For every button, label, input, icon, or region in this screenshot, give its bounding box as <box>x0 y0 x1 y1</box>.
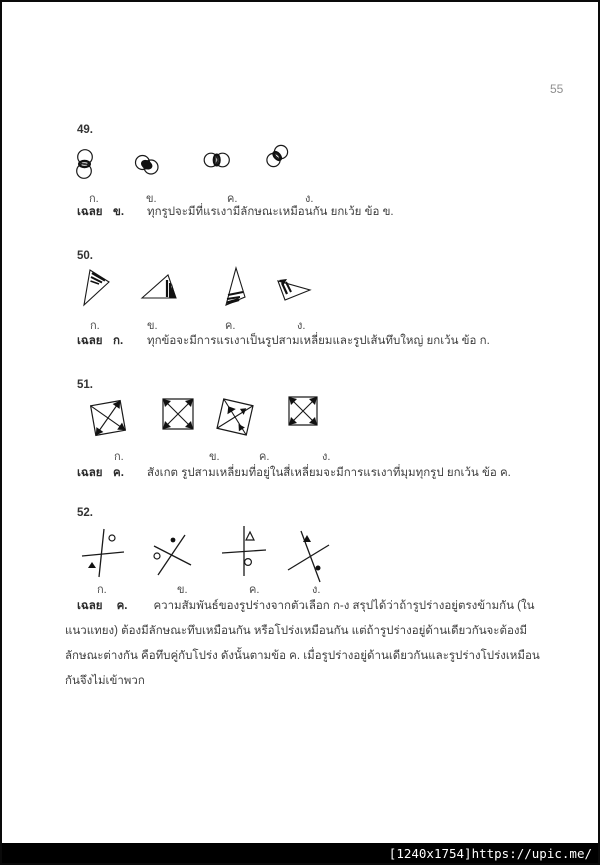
question-50-figure-d <box>274 273 312 301</box>
question-49-option-label-a: ก. <box>89 193 99 205</box>
answer-explanation: ทุกข้อจะมีการแรเงาเป็นรูปสามเหลี่ยมและรูปเส้นทึบใหญ่ ยกเว้น ข้อ ก. <box>147 335 490 347</box>
question-52-option-label-c: ค. <box>249 584 260 596</box>
question-51-figure-a <box>87 397 129 439</box>
answer-choice: ค. <box>116 600 128 612</box>
question-51-option-label-b: ข. <box>209 451 220 463</box>
question-50-option-label-c: ค. <box>225 320 236 332</box>
question-52-number: 52. <box>77 507 93 519</box>
question-50-answer <box>77 332 557 350</box>
question-49-figure-d <box>265 144 289 168</box>
question-49-option-label-b: ข. <box>146 193 157 205</box>
question-52-figure-d <box>285 527 333 585</box>
question-50-option-label-d: ง. <box>297 320 306 332</box>
question-51-option-label-a: ก. <box>114 451 124 463</box>
question-51-option-label-c: ค. <box>259 451 270 463</box>
question-51-figure-d <box>287 395 319 427</box>
answer-keyword: เฉลย <box>77 335 103 347</box>
answer-explanation: ทุกรูปจะมีที่แรเงามีลักษณะเหมือนกัน ยกเว้ย ข้อ ข. <box>147 206 394 218</box>
answer-keyword: เฉลย <box>77 206 103 218</box>
question-49-option-label-d: ง. <box>305 193 314 205</box>
answer-choice: ข. <box>113 206 125 218</box>
question-51-answer <box>77 464 557 482</box>
question-52-answer <box>65 594 547 694</box>
question-51-option-label-d: ง. <box>322 451 331 463</box>
question-51-number: 51. <box>77 379 93 391</box>
question-51-figure-b <box>160 396 196 432</box>
question-52-option-label-a: ก. <box>97 584 107 596</box>
answer-keyword: เฉลย <box>77 467 103 479</box>
question-52-figure-a <box>80 526 126 580</box>
question-50-option-label-b: ข. <box>147 320 158 332</box>
question-49-figure-a <box>72 148 98 182</box>
answer-keyword: เฉลย <box>77 600 103 612</box>
question-52-option-label-d: ง. <box>312 584 321 596</box>
question-50-figure-c <box>218 265 248 307</box>
answer-explanation: ความสัมพันธ์ของรูปร่างจากตัวเลือก ก-ง สรุปได้ว่าถ้ารูปร่างอยู่ตรงข้ามกัน (ในแนวแทยง) ต้องมีลักษณะทึบเหมือนกัน หรือโปร่งเหมือนกัน แต่ถ้ารูปร่างอยู่ด้านเดียวกันจะต้องมีลักษณะต่างกัน คือทึบคู่กับโปร่ง ดังนั้นตามข้อ ค. เมื่อรูปร่างอยู่ด้านเดียวกันและรูปร่างโปร่งเหมือนกันจึงไม่เข้าพวก <box>65 600 540 687</box>
answer-choice: ค. <box>113 467 124 479</box>
question-49-option-label-c: ค. <box>227 193 238 205</box>
question-50-number: 50. <box>77 250 93 262</box>
question-50-figure-b <box>140 272 178 300</box>
question-49-figure-b <box>133 153 161 177</box>
question-49-answer <box>77 203 547 221</box>
answer-choice: ก. <box>113 335 124 347</box>
question-49-figure-c <box>203 152 231 168</box>
question-50-option-label-a: ก. <box>90 320 100 332</box>
watermark-text: [1240x1754]https://upic.me/ <box>388 845 592 861</box>
answer-explanation: สังเกต รูปสามเหลี่ยมที่อยู่ในสี่เหลี่ยมจะมีการแรเงาที่มุมทุกรูป ยกเว้น ข้อ ค. <box>147 467 511 479</box>
question-52-figure-b <box>148 530 194 578</box>
question-52-figure-c <box>220 523 268 579</box>
question-49-number: 49. <box>77 124 93 136</box>
page-number: 55 <box>550 82 564 96</box>
question-52-option-label-b: ข. <box>177 584 188 596</box>
question-50-figure-a <box>78 265 112 307</box>
watermark-bar <box>2 843 598 863</box>
question-51-figure-c <box>214 396 256 438</box>
